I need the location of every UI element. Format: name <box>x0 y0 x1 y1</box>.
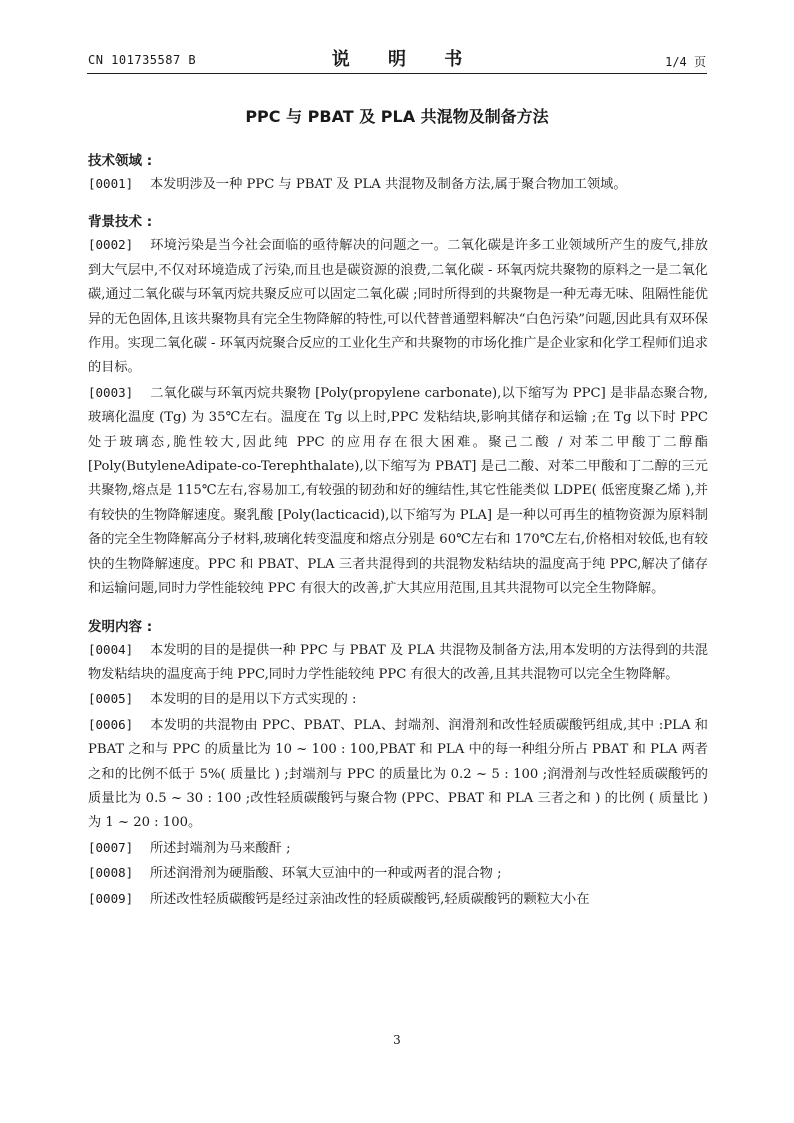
paragraph <box>88 638 708 688</box>
paragraph <box>88 172 708 197</box>
paragraph-text: 二氧化碳与环氧丙烷共聚物 [Poly(propylene carbonate),以下缩写为 PPC] 是非晶态聚合物,玻璃化温度 (Tg) 为 35℃左右。温度在 Tg 以上时,PPC 发粘结块,影响其储存和运输 ;在 Tg 以下时 PPC 处于玻璃态,脆性较大,因此纯 PPC 的应用存在很大困难。聚己二酸 / 对苯二甲酸丁二醇酯 [Poly(ButyleneAdipate-co-Terephthalate),以下缩写为 PBAT] 是己二酸、对苯二甲酸和丁二醇的三元共聚物,熔点是 115℃左右,容易加工,有较强的韧劲和好的缠结性,其它性能类似 LDPE( 低密度聚乙烯 ),并有较快的生物降解速度。聚乳酸 [Poly(lacticacid),以下缩写为 PLA] 是一种以可再生的植物资源为原料制备的完全生物降解高分子材料,玻璃化转变温度和熔点分别是 60℃左右和 170℃左右,价格相对较低,也有较快的生物降解速度。PPC 和 PBAT、PLA 三者共混得到的共混物发粘结块的温度高于纯 PPC,解决了储存和运输问题,同时力学性能较纯 PPC 有很大的改善,扩大其应用范围,且其共混物可以完全生物降解。 <box>88 385 708 597</box>
paragraph-text: 本发明的共混物由 PPC、PBAT、PLA、封端剂、润滑剂和改性轻质碳酸钙组成,其中 :PLA 和 PBAT 之和与 PPC 的质量比为 10 ~ 100 : 100,PBAT 和 PLA 中的每一种组分所占 PBAT 和 PLA 两者之和的比例不低于 5%( 质量比 ) ;封端剂与 PPC 的质量比为 0.2 ~ 5 : 100 ;润滑剂与改性轻质碳酸钙的质量比为 0.5 ~ 30 : 100 ;改性轻质碳酸钙与聚合物 (PPC、PBAT 和 PLA 三者之和 ) 的比例 ( 质量比 ) 为 1 ~ 20 : 100。 <box>88 717 708 831</box>
document-title: PPC 与 PBAT 及 PLA 共混物及制备方法 <box>245 107 549 126</box>
paragraph-number: [0008] <box>88 865 134 881</box>
patent-number: CN 101735587 B <box>88 53 197 67</box>
paragraph-text: 环境污染是当今社会面临的亟待解决的问题之一。二氧化碳是许多工业领域所产生的废气,排放到大气层中,不仅对环境造成了污染,而且也是碳资源的浪费,二氧化碳 - 环氧丙烷共聚物的原料之一是二氧化碳,通过二氧化碳与环氧丙烷共聚反应可以固定二氧化碳 ;同时所得到的共聚物是一种无毒无味、阻隔性能优异的无色固体,且该共聚物具有完全生物降解的特性,可以代替普通塑料解决“白色污染”问题,因此具有双环保作用。实现二氧化碳 - 环氧丙烷聚合反应的工业化生产和共聚物的市场化推广是企业家和化学工程师们追求的目标。 <box>88 238 708 376</box>
section-heading-invention: 发明内容 : <box>88 618 153 635</box>
page-number: 3 <box>393 1033 401 1047</box>
paragraph-number: [0009] <box>88 890 134 906</box>
paragraph-text: 所述封端剂为马来酸酐 ; <box>150 840 291 856</box>
paragraph-number: [0004] <box>88 641 134 657</box>
paragraph <box>88 713 708 836</box>
paragraph-text: 本发明的目的是提供一种 PPC 与 PBAT 及 PLA 共混物及制备方法,用本发明的方法得到的共混物发粘结块的温度高于纯 PPC,同时力学性能较纯 PPC 有很大的改善,且其共混物可以完全生物降解。 <box>88 642 708 682</box>
document-body <box>88 150 708 912</box>
paragraph <box>88 381 708 602</box>
paragraph-number: [0002] <box>88 237 134 253</box>
paragraph <box>88 861 708 886</box>
paragraph-number: [0006] <box>88 716 134 732</box>
header-rule <box>87 73 707 74</box>
document-type-heading: 说 明 书 <box>331 49 479 70</box>
page-info: 1/4 页 <box>665 55 706 69</box>
paragraph-text: 所述润滑剂为硬脂酸、环氧大豆油中的一种或两者的混合物 ; <box>150 866 502 882</box>
paragraph-number: [0001] <box>88 176 134 191</box>
paragraph-text: 所述改性轻质碳酸钙是经过亲油改性的轻质碳酸钙,轻质碳酸钙的颗粒大小在 <box>150 891 590 907</box>
paragraph <box>88 836 708 861</box>
paragraph <box>88 687 708 712</box>
paragraph <box>88 233 708 380</box>
paragraph-number: [0007] <box>88 839 134 855</box>
paragraph-number: [0005] <box>88 691 134 707</box>
paragraph-text: 本发明的目的是用以下方式实现的 : <box>150 692 357 708</box>
paragraph-text: 本发明涉及一种 PPC 与 PBAT 及 PLA 共混物及制备方法,属于聚合物加工领域。 <box>150 177 627 192</box>
section-heading-background: 背景技术 : <box>88 214 153 231</box>
paragraph-number: [0003] <box>88 384 134 400</box>
paragraph <box>88 887 708 912</box>
section-heading-tech-field: 技术领域 : <box>88 153 153 169</box>
